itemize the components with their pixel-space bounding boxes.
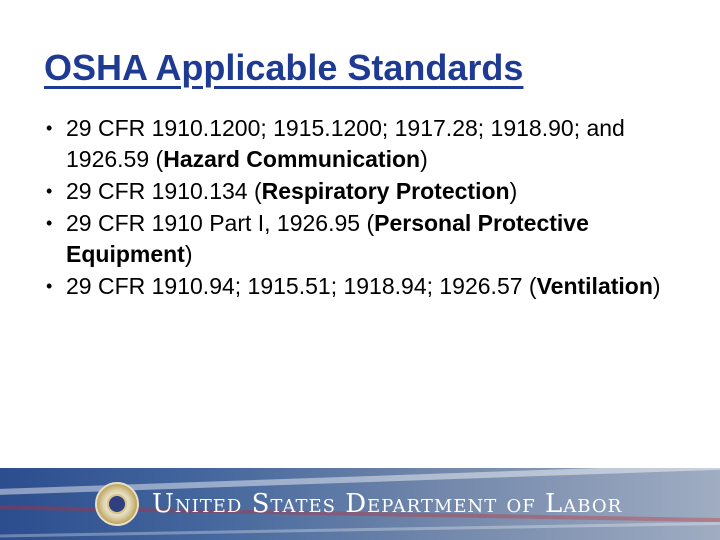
bullet-topic: Ventilation: [536, 273, 653, 299]
bullet-closing: ): [652, 273, 661, 299]
bullet-marker: •: [46, 181, 53, 201]
standards-list: [46, 113, 686, 303]
bullet-marker: •: [46, 118, 53, 138]
bullet-closing: ): [184, 241, 193, 267]
bullet-personal-protective-equipment: [46, 208, 686, 270]
bullet-citation: 29 CFR 1910 Part I, 1926.95 (: [66, 210, 375, 236]
department-of-labor-seal-icon: [95, 482, 139, 526]
bullet-closing: ): [509, 178, 518, 204]
bullet-marker: •: [46, 213, 53, 233]
bullet-topic: Hazard Communication: [163, 146, 421, 172]
seal-center: [107, 494, 127, 514]
slide-title: OSHA Applicable Standards: [44, 47, 524, 88]
bullet-respiratory-protection: [46, 176, 686, 207]
bullet-hazard-communication: [46, 113, 686, 175]
bullet-topic: Respiratory Protection: [261, 178, 510, 204]
bullet-topic: Personal Protective Equipment: [66, 210, 589, 267]
bullet-citation: 29 CFR 1910.134 (: [66, 178, 262, 204]
bullet-citation: 29 CFR 1910.1200; 1915.1200; 1917.28; 1918.90; and 1926.59 (: [66, 115, 625, 172]
bullet-ventilation: [46, 271, 686, 302]
bullet-citation: 29 CFR 1910.94; 1915.51; 1918.94; 1926.57 (: [66, 273, 537, 299]
bullet-closing: ): [420, 146, 428, 172]
bullet-marker: •: [46, 276, 53, 296]
department-name: United States Department of Labor: [152, 489, 623, 519]
